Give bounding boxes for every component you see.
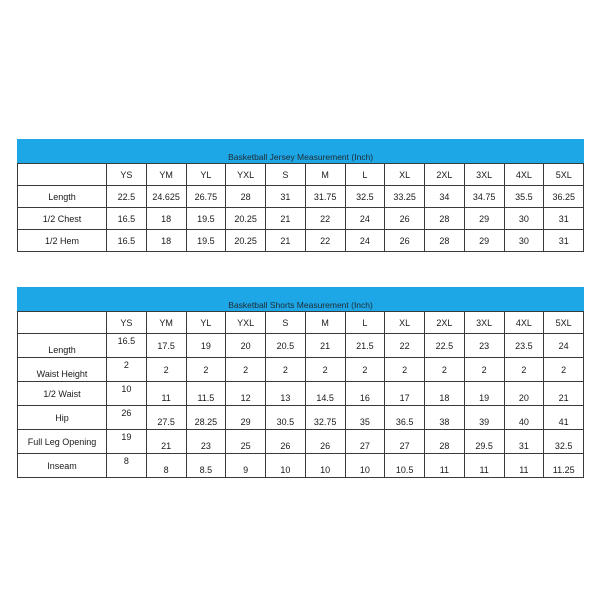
table-cell: 28 <box>425 430 465 454</box>
table-cell: 14.5 <box>305 382 345 406</box>
table-cell: 28 <box>226 186 266 208</box>
table-cell: 24 <box>345 208 385 230</box>
shorts-size-header-row <box>18 312 584 334</box>
table-cell: 39 <box>464 406 504 430</box>
shorts-title-row <box>18 288 584 312</box>
table-cell: 32.5 <box>544 430 584 454</box>
size-header: 3XL <box>464 312 504 334</box>
table-cell: 19 <box>186 334 226 358</box>
table-cell: 11 <box>146 382 186 406</box>
table-cell: 28 <box>425 230 465 252</box>
table-cell: 12 <box>226 382 266 406</box>
table-cell: 23 <box>464 334 504 358</box>
table-cell: 19 <box>464 382 504 406</box>
table-cell: 21.5 <box>345 334 385 358</box>
size-header: 3XL <box>464 164 504 186</box>
row-label: Hip <box>18 406 107 430</box>
table-cell: 13 <box>266 382 306 406</box>
table-cell: 35 <box>345 406 385 430</box>
table-cell: 11 <box>504 454 544 478</box>
table-cell: 21 <box>266 230 306 252</box>
table-cell: 20.25 <box>226 208 266 230</box>
table-cell: 31 <box>266 186 306 208</box>
table-cell: 16.5 <box>107 334 147 358</box>
table-cell: 16 <box>345 382 385 406</box>
table-cell: 17 <box>385 382 425 406</box>
table-cell: 20.25 <box>226 230 266 252</box>
row-label: Waist Height <box>18 358 107 382</box>
table-cell: 21 <box>544 382 584 406</box>
row-label: 1/2 Chest <box>18 208 107 230</box>
table-cell: 24.625 <box>146 186 186 208</box>
table-cell: 22 <box>385 334 425 358</box>
size-header: YM <box>146 312 186 334</box>
table-cell: 26 <box>385 230 425 252</box>
table-cell: 2 <box>504 358 544 382</box>
jersey-header-corner <box>18 164 107 186</box>
size-header: YM <box>146 164 186 186</box>
size-header: YXL <box>226 312 266 334</box>
row-label: Full Leg Opening <box>18 430 107 454</box>
table-cell: 16.5 <box>107 208 147 230</box>
size-header: L <box>345 312 385 334</box>
size-header: YS <box>107 164 147 186</box>
table-cell: 36.5 <box>385 406 425 430</box>
table-cell: 24 <box>544 334 584 358</box>
table-cell: 27 <box>385 430 425 454</box>
table-cell: 17.5 <box>146 334 186 358</box>
table-cell: 21 <box>266 208 306 230</box>
size-header: YL <box>186 164 226 186</box>
table-cell: 11 <box>425 454 465 478</box>
table-cell: 9 <box>226 454 266 478</box>
size-header: 2XL <box>425 164 465 186</box>
table-cell: 8.5 <box>186 454 226 478</box>
table-cell: 18 <box>146 208 186 230</box>
table-cell: 41 <box>544 406 584 430</box>
table-cell: 2 <box>305 358 345 382</box>
table-cell: 2 <box>345 358 385 382</box>
table-cell: 19 <box>107 430 147 454</box>
size-header: YXL <box>226 164 266 186</box>
table-cell: 29.5 <box>464 430 504 454</box>
table-cell: 34 <box>425 186 465 208</box>
table-cell: 11.5 <box>186 382 226 406</box>
table-cell: 18 <box>425 382 465 406</box>
table-cell: 22.5 <box>107 186 147 208</box>
size-header: 5XL <box>544 164 584 186</box>
jersey-table-title: Basketball Jersey Measurement (Inch) <box>18 140 584 164</box>
size-header: XL <box>385 312 425 334</box>
size-header: XL <box>385 164 425 186</box>
table-cell: 20.5 <box>266 334 306 358</box>
table-cell: 28.25 <box>186 406 226 430</box>
table-cell: 26.75 <box>186 186 226 208</box>
table-cell: 25 <box>226 430 266 454</box>
table-cell: 19.5 <box>186 208 226 230</box>
size-header: M <box>305 312 345 334</box>
table-cell: 38 <box>425 406 465 430</box>
row-label: Inseam <box>18 454 107 478</box>
table-cell: 22.5 <box>425 334 465 358</box>
table-cell: 10 <box>107 382 147 406</box>
row-label: Length <box>18 334 107 358</box>
table-cell: 10 <box>305 454 345 478</box>
table-cell: 27.5 <box>146 406 186 430</box>
table-cell: 28 <box>425 208 465 230</box>
table-cell: 29 <box>464 208 504 230</box>
table-cell: 34.75 <box>464 186 504 208</box>
table-cell: 29 <box>226 406 266 430</box>
table-cell: 2 <box>266 358 306 382</box>
table-cell: 22 <box>305 208 345 230</box>
size-header: YS <box>107 312 147 334</box>
table-row <box>18 454 584 478</box>
table-cell: 26 <box>385 208 425 230</box>
table-cell: 2 <box>544 358 584 382</box>
table-row <box>18 186 584 208</box>
size-header: M <box>305 164 345 186</box>
table-cell: 35.5 <box>504 186 544 208</box>
table-cell: 32.75 <box>305 406 345 430</box>
table-cell: 2 <box>226 358 266 382</box>
table-cell: 2 <box>385 358 425 382</box>
table-cell: 2 <box>464 358 504 382</box>
size-header: 4XL <box>504 312 544 334</box>
table-row <box>18 406 584 430</box>
table-cell: 18 <box>146 230 186 252</box>
table-cell: 30 <box>504 208 544 230</box>
table-cell: 33.25 <box>385 186 425 208</box>
table-cell: 26 <box>266 430 306 454</box>
row-label: Length <box>18 186 107 208</box>
table-cell: 24 <box>345 230 385 252</box>
row-label: 1/2 Hem <box>18 230 107 252</box>
shorts-table-title: Basketball Shorts Measurement (Inch) <box>18 288 584 312</box>
table-cell: 10.5 <box>385 454 425 478</box>
size-header: S <box>266 312 306 334</box>
table-row <box>18 382 584 406</box>
table-cell: 2 <box>186 358 226 382</box>
size-header: YL <box>186 312 226 334</box>
table-cell: 29 <box>464 230 504 252</box>
table-cell: 16.5 <box>107 230 147 252</box>
table-row <box>18 334 584 358</box>
table-cell: 19.5 <box>186 230 226 252</box>
size-header: L <box>345 164 385 186</box>
jersey-size-header-row <box>18 164 584 186</box>
table-cell: 10 <box>266 454 306 478</box>
table-cell: 8 <box>107 454 147 478</box>
table-cell: 2 <box>107 358 147 382</box>
table-cell: 23.5 <box>504 334 544 358</box>
table-cell: 2 <box>146 358 186 382</box>
table-cell: 31 <box>544 208 584 230</box>
table-cell: 8 <box>146 454 186 478</box>
table-cell: 22 <box>305 230 345 252</box>
table-cell: 26 <box>305 430 345 454</box>
table-cell: 31 <box>504 430 544 454</box>
table-cell: 23 <box>186 430 226 454</box>
table-cell: 11 <box>464 454 504 478</box>
table-cell: 10 <box>345 454 385 478</box>
table-cell: 30.5 <box>266 406 306 430</box>
table-cell: 21 <box>305 334 345 358</box>
shorts-header-corner <box>18 312 107 334</box>
jersey-title-row <box>18 140 584 164</box>
shorts-measurement-table <box>17 287 584 478</box>
table-cell: 32.5 <box>345 186 385 208</box>
jersey-measurement-table <box>17 139 584 252</box>
table-cell: 36.25 <box>544 186 584 208</box>
table-row <box>18 208 584 230</box>
table-cell: 11.25 <box>544 454 584 478</box>
table-row <box>18 230 584 252</box>
size-header: 5XL <box>544 312 584 334</box>
table-cell: 31.75 <box>305 186 345 208</box>
table-cell: 40 <box>504 406 544 430</box>
table-cell: 27 <box>345 430 385 454</box>
table-cell: 30 <box>504 230 544 252</box>
table-cell: 21 <box>146 430 186 454</box>
table-cell: 20 <box>226 334 266 358</box>
table-row <box>18 358 584 382</box>
table-cell: 20 <box>504 382 544 406</box>
table-cell: 26 <box>107 406 147 430</box>
table-row <box>18 430 584 454</box>
size-header: S <box>266 164 306 186</box>
table-cell: 2 <box>425 358 465 382</box>
table-cell: 31 <box>544 230 584 252</box>
size-header: 2XL <box>425 312 465 334</box>
size-header: 4XL <box>504 164 544 186</box>
row-label: 1/2 Waist <box>18 382 107 406</box>
